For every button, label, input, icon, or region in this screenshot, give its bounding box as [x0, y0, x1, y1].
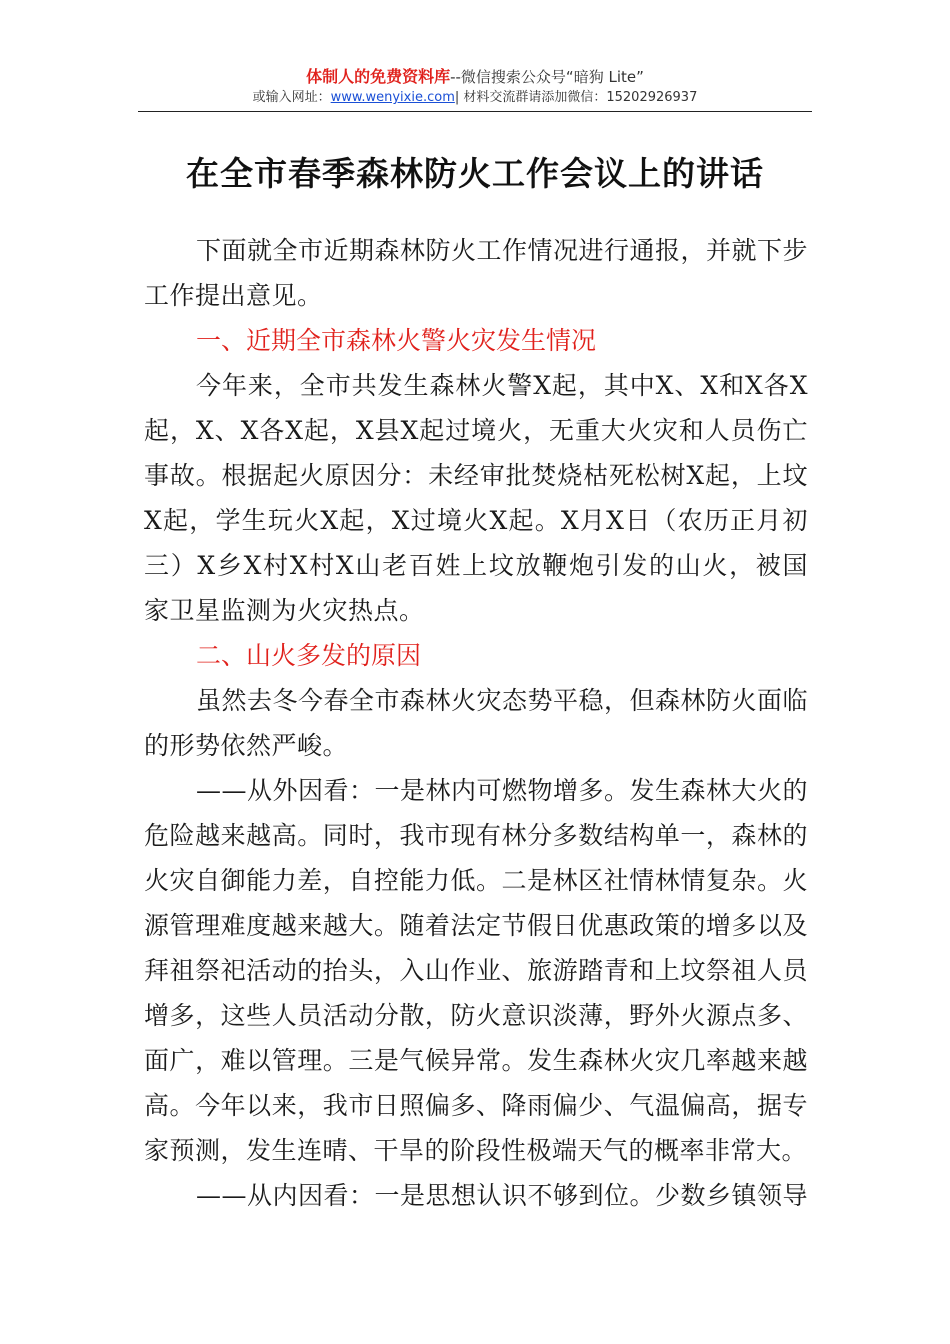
header-contact: | 材料交流群请添加微信：15202926937: [454, 90, 698, 105]
header-url-prefix: 或输入网址：: [252, 90, 331, 105]
paragraph-line: X起，学生玩火X起，X过境火X起。X月X日（农历正月初: [144, 506, 808, 535]
header-promo-line: [138, 66, 812, 88]
paragraph-line: 拜祖祭祀活动的抬头，入山作业、旅游踏青和上坟祭祖人员: [144, 956, 808, 985]
document-body: [144, 228, 808, 1218]
section-heading: 二、山火多发的原因: [196, 641, 422, 670]
paragraph-line: 虽然去冬今春全市森林火灾态势平稳，但森林防火面临: [196, 686, 808, 715]
paragraph-line: 增多，这些人员活动分散，防火意识淡薄，野外火源点多、: [144, 1001, 808, 1030]
paragraph-line: 家卫星监测为火灾热点。: [144, 596, 425, 625]
document-title: 在全市春季森林防火工作会议上的讲话: [186, 154, 764, 193]
header-divider: [138, 111, 812, 112]
paragraph-line: 高。今年以来，我市日照偏多、降雨偏少、气温偏高，据专: [144, 1091, 808, 1120]
paragraph-line: 今年来，全市共发生森林火警X起，其中X、X和X各X: [196, 371, 808, 400]
paragraph-line: 源管理难度越来越大。随着法定节假日优惠政策的增多以及: [144, 911, 808, 940]
page-header: [138, 66, 812, 108]
paragraph-line: 的形势依然严峻。: [144, 731, 349, 760]
paragraph-line: 下面就全市近期森林防火工作情况进行通报，并就下步: [196, 236, 808, 265]
paragraph-line: 火灾自御能力差，自控能力低。二是林区社情林情复杂。火: [144, 866, 808, 895]
section-heading: 一、近期全市森林火警火灾发生情况: [196, 326, 597, 355]
header-contact-line: [138, 88, 812, 108]
paragraph-line: ——从外因看：一是林内可燃物增多。发生森林大火的: [196, 776, 808, 805]
paragraph-line: 事故。根据起火原因分：未经审批焚烧枯死松树X起，上坟: [144, 461, 808, 490]
paragraph-line: 工作提出意见。: [144, 281, 323, 310]
header-url-link[interactable]: www.wenyixie.com: [330, 90, 455, 105]
header-wechat-note: --微信搜索公众号“暗狗 Lite”: [450, 68, 644, 86]
paragraph-line: 三）X乡X村X村X山老百姓上坟放鞭炮引发的山火，被国: [144, 551, 808, 580]
paragraph-line: 起，X、X各X起，X县X起过境火，无重大火灾和人员伤亡: [144, 416, 808, 445]
header-brand: 体制人的免费资料库: [306, 67, 451, 86]
paragraph-line: 家预测，发生连晴、干旱的阶段性极端天气的概率非常大。: [144, 1136, 808, 1165]
paragraph-line: ——从内因看：一是思想认识不够到位。少数乡镇领导: [196, 1181, 808, 1210]
paragraph-line: 面广，难以管理。三是气候异常。发生森林火灾几率越来越: [144, 1046, 808, 1075]
paragraph-line: 危险越来越高。同时，我市现有林分多数结构单一，森林的: [144, 821, 808, 850]
